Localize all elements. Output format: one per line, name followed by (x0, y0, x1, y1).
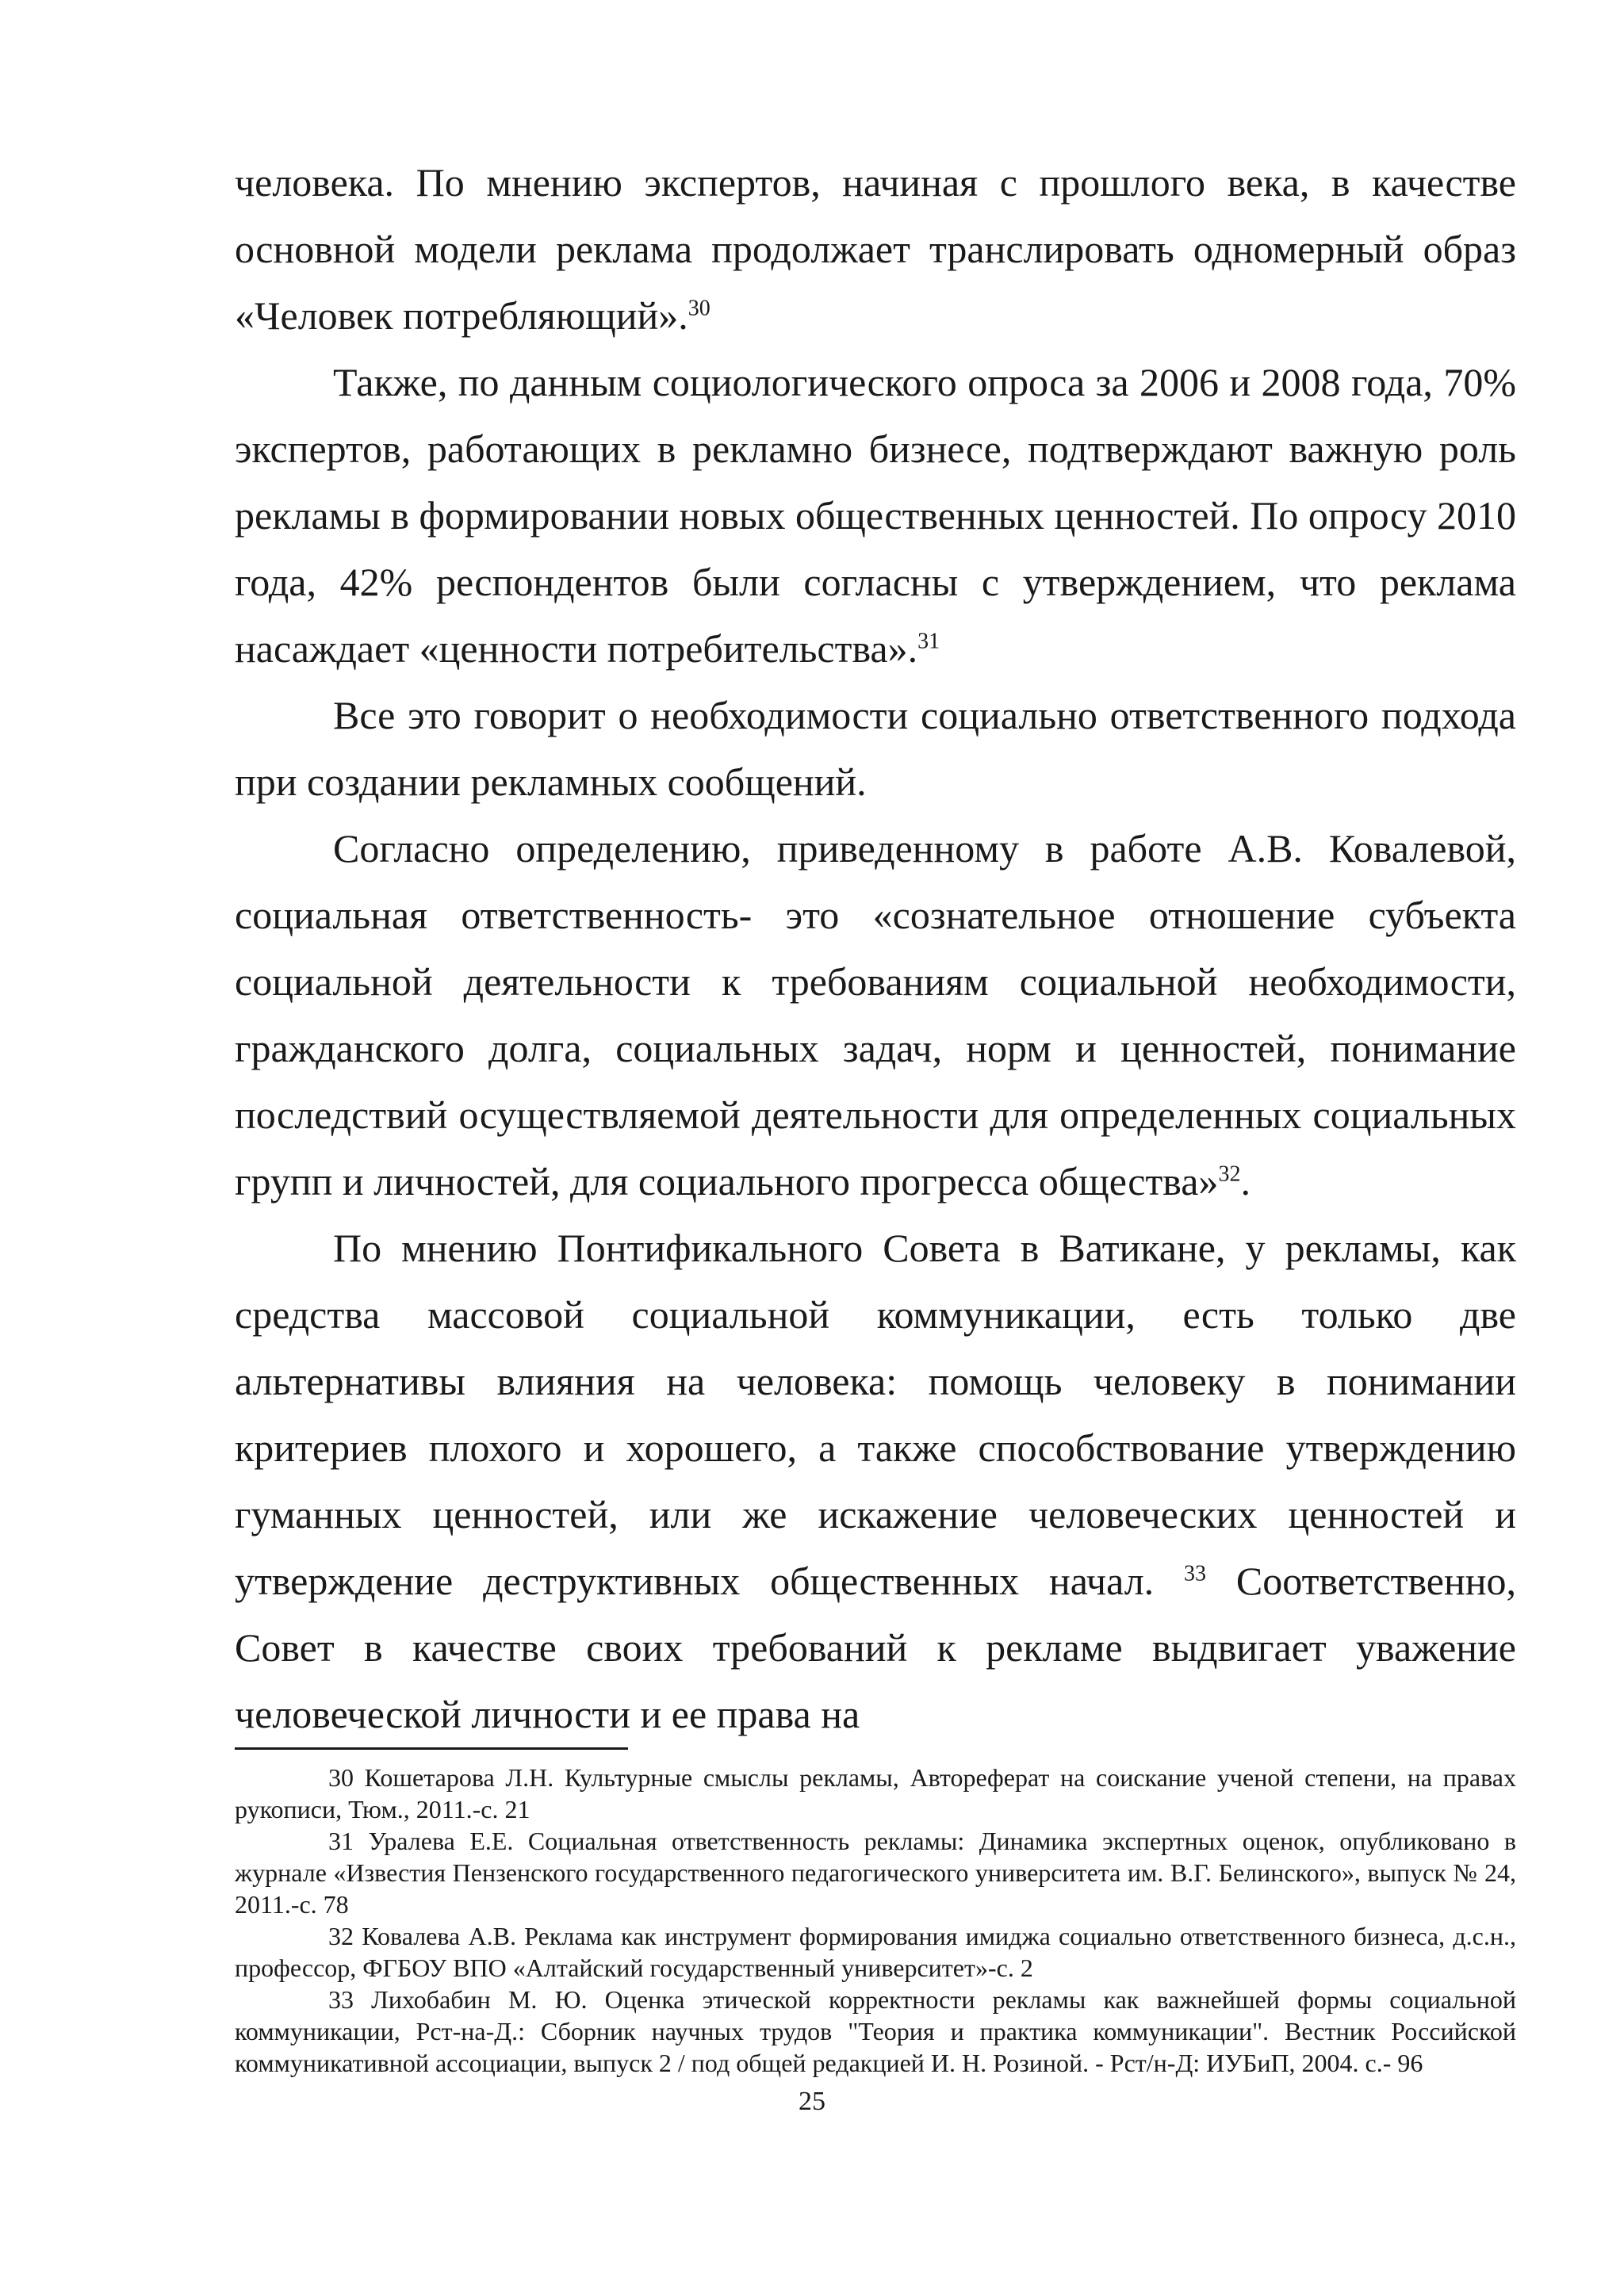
page-number: 25 (799, 2087, 825, 2116)
main-text (235, 149, 1516, 1747)
paragraph-2-text: Также, по данным социологического опроса за 2006 и 2008 года, 70% экспертов, работающих в рекламно бизнесе, подтверждают важную роль рекламы в формировании новых общественных ценностей. По опросу 2010 года, 42% респондентов были согласны с утверждением, что реклама насаждает «ценности потребительства». (235, 360, 1516, 671)
footnote-ref-31[interactable]: 31 (917, 629, 940, 654)
footnote-ref-33[interactable]: 33 (1184, 1561, 1207, 1586)
paragraph-5-text-a: По мнению Понтификального Совета в Ватикане, у рекламы, как средства массовой социальной коммуникации, есть только две альтернативы влияния на человека: помощь человеку в понимании критериев плохого и хорошего, а также способствование утверждению гуманных ценностей, или же искажение человеческих ценностей и утверждение деструктивных общественных начал. (235, 1226, 1516, 1603)
paragraph-4-text: Согласно определению, приведенному в работе А.В. Ковалевой, социальная ответственность- это «сознательное отношение субъекта социальной деятельности к требованиям социальной необходимости, гражданского долга, социальных задач, норм и ценностей, понимание последствий осуществляемой деятельности для определенных социальных групп и личностей, для социального прогресса общества» (235, 826, 1516, 1203)
footnote-30: 30 Кошетарова Л.Н. Культурные смыслы рекламы, Автореферат на соискание ученой степени, на правах рукописи, Тюм., 2011.-с. 21 (235, 1763, 1516, 1823)
paragraph-3: Все это говорит о необходимости социально ответственного подхода при создании рекламных сообщений. (235, 693, 1516, 804)
footnote-ref-32[interactable]: 32 (1218, 1161, 1241, 1187)
paragraph-1 (235, 149, 1516, 349)
paragraph-5 (235, 1215, 1516, 1747)
footnotes (235, 1762, 1516, 2079)
footnote-33: 33 Лихобабин М. Ю. Оценка этической корректности рекламы как важнейшей формы социальной коммуникации, Рст-на-Д.: Сборник научных трудов "Теория и практика коммуникации". Вестник Российской коммуникативной ассоциации, выпуск 2 / под общей редакцией И. Н. Розиной. - Рст/н-Д: ИУБиП, 2004. с.- 96 (235, 1985, 1516, 2077)
paragraph-1-text: человека. По мнению экспертов, начиная с прошлого века, в качестве основной модели реклама продолжает транслировать одномерный образ «Человек потребляющий». (235, 160, 1516, 338)
paragraph-4 (235, 815, 1516, 1215)
footnote-32: 32 Ковалева А.В. Реклама как инструмент формирования имиджа социально ответственного бизнеса, д.с.н., профессор, ФГБОУ ВПО «Алтайский государственный университет»-с. 2 (235, 1922, 1516, 1982)
paragraph-5-text-b: Соответственно, Совет в качестве своих требований к рекламе выдвигает уважение человеческой личности и ее права на (235, 1559, 1516, 1736)
paragraph-2 (235, 349, 1516, 682)
paragraph-4-end: . (1240, 1159, 1251, 1203)
footnote-separator (235, 1747, 628, 1750)
footnote-31: 31 Уралева Е.Е. Социальная ответственность рекламы: Динамика экспертных оценок, опубликовано в журнале «Известия Пензенского государственного педагогического университета им. В.Г. Белинского», выпуск № 24, 2011.-с. 78 (235, 1827, 1516, 1919)
footnote-ref-30[interactable]: 30 (688, 296, 710, 321)
